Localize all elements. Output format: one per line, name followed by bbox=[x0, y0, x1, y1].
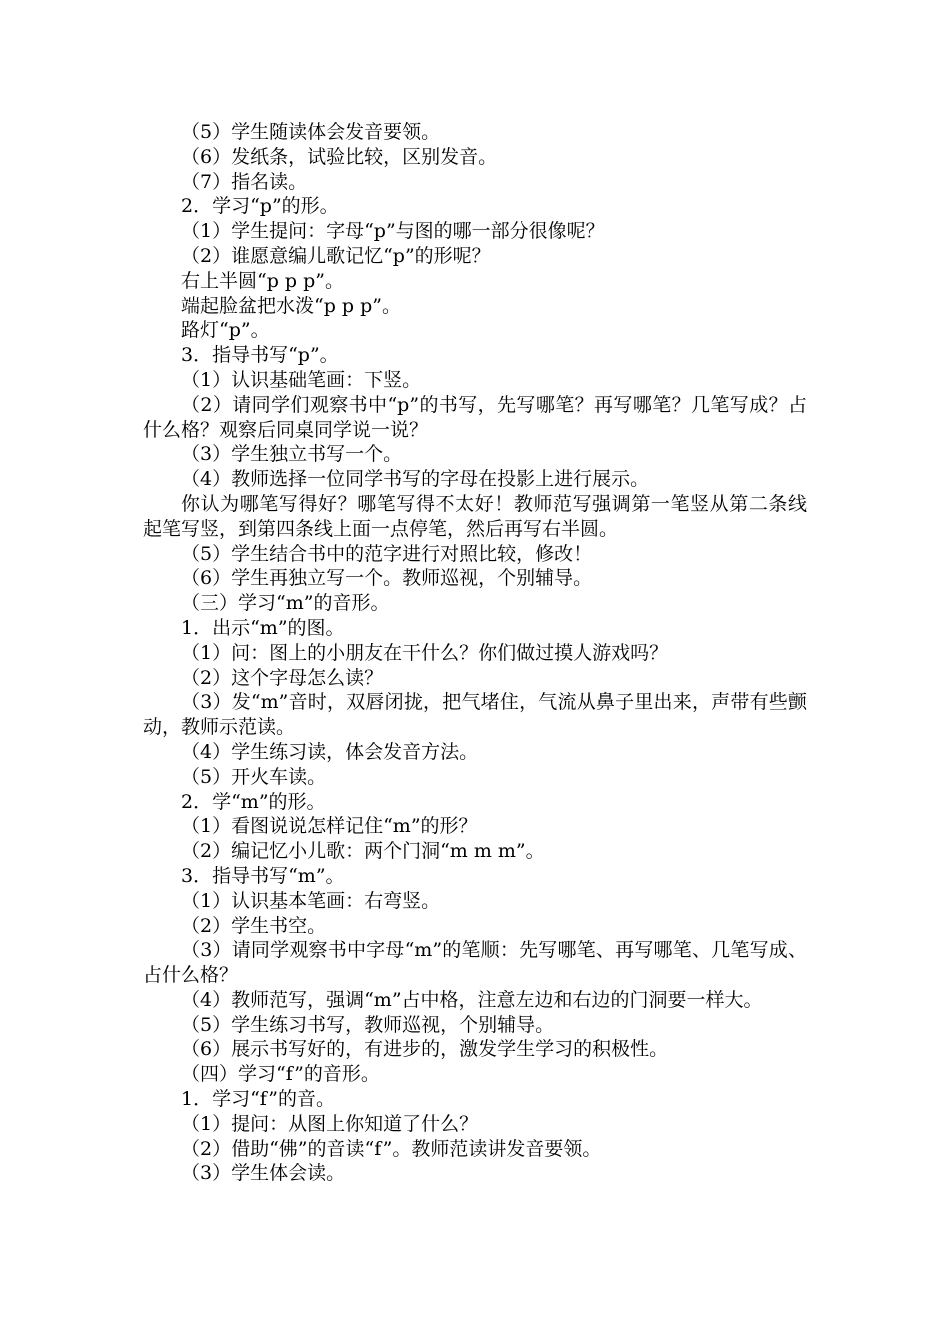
paragraph: （4）学生练习读，体会发音方法。 bbox=[181, 740, 479, 763]
paragraph: （1）认识基础笔画：下竖。 bbox=[181, 368, 422, 391]
paragraph: （3）学生独立书写一个。 bbox=[181, 443, 403, 466]
paragraph: （6）学生再独立写一个。教师巡视，个别辅导。 bbox=[181, 567, 593, 590]
paragraph: （3）学生体会读。 bbox=[181, 1162, 346, 1185]
document-body bbox=[143, 120, 807, 1186]
paragraph: （4）教师范写，强调“m”占中格，注意左边和右边的门洞要一样大。 bbox=[181, 988, 763, 1011]
paragraph: （三）学习“m”的音形。 bbox=[181, 592, 390, 615]
paragraph: 1．出示“m”的图。 bbox=[181, 616, 345, 639]
paragraph: （2）借助“佛”的音读“f”。教师范读讲发音要领。 bbox=[181, 1137, 602, 1160]
paragraph: （1）提问：从图上你知道了什么？ bbox=[181, 1112, 479, 1135]
paragraph: （5）学生结合书中的范字进行对照比较，修改！ bbox=[181, 542, 593, 565]
paragraph: 2．学习“p”的形。 bbox=[181, 195, 339, 218]
paragraph: （2）编记忆小儿歌：两个门洞“m m m”。 bbox=[181, 840, 545, 863]
paragraph: （四）学习“f”的音形。 bbox=[181, 1063, 380, 1086]
paragraph: （1）认识基本笔画：右弯竖。 bbox=[181, 889, 441, 912]
paragraph: （2）请同学们观察书中“p”的书写，先写哪笔？再写哪笔？几笔写成？占什么格？观察后同桌同学说一说？ bbox=[143, 393, 807, 441]
paragraph: （5）开火车读。 bbox=[181, 765, 327, 788]
paragraph: （7）指名读。 bbox=[181, 170, 308, 193]
paragraph: 端起脸盆把水泼“p p p”。 bbox=[181, 294, 401, 317]
paragraph: 3．指导书写“m”。 bbox=[181, 864, 345, 887]
paragraph: （3）发“m”音时，双唇闭拢，把气堵住，气流从鼻子里出来，声带有些颤动，教师示范读。 bbox=[143, 691, 807, 739]
paragraph: （1）问：图上的小朋友在干什么？你们做过摸人游戏吗？ bbox=[181, 641, 669, 664]
paragraph: （5）学生练习书写，教师巡视，个别辅导。 bbox=[181, 1013, 555, 1036]
paragraph: （6）展示书写好的，有进步的，激发学生学习的积极性。 bbox=[181, 1038, 669, 1061]
paragraph: （2）这个字母怎么读？ bbox=[181, 666, 384, 689]
paragraph: （2）谁愿意编儿歌记忆“p”的形呢？ bbox=[181, 244, 491, 267]
paragraph: 路灯“p”。 bbox=[181, 319, 270, 342]
paragraph: （4）教师选择一位同学书写的字母在投影上进行展示。 bbox=[181, 468, 650, 491]
paragraph: （6）发纸条，试验比较，区别发音。 bbox=[181, 145, 498, 168]
paragraph: 你认为哪笔写得好？哪笔写得不太好！教师范写强调第一笔竖从第二条线起笔写竖，到第四条线上面一点停笔，然后再写右半圆。 bbox=[143, 492, 807, 540]
paragraph: （1）看图说说怎样记住“m”的形？ bbox=[181, 815, 478, 838]
paragraph: 1．学习“f”的音。 bbox=[181, 1088, 335, 1111]
paragraph: 右上半圆“p p p”。 bbox=[181, 269, 344, 292]
paragraph: （2）学生书空。 bbox=[181, 914, 327, 937]
paragraph: （5）学生随读体会发音要领。 bbox=[181, 121, 441, 143]
paragraph: 3．指导书写“p”。 bbox=[181, 344, 339, 367]
paragraph: （3）请同学观察书中字母“m”的笔顺：先写哪笔、再写哪笔、几笔写成、占什么格？ bbox=[143, 939, 807, 987]
paragraph: （1）学生提问：字母“p”与图的哪一部分很像呢？ bbox=[181, 220, 605, 243]
paragraph: 2．学“m”的形。 bbox=[181, 790, 326, 813]
